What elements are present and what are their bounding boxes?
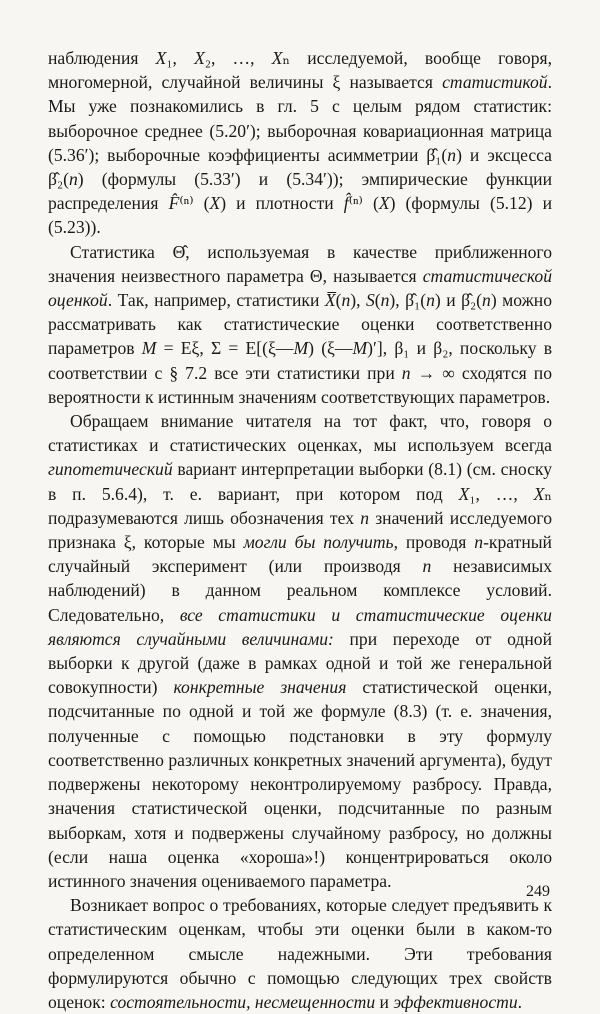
text-run: n <box>474 532 484 553</box>
text-run: = Eξ, Σ = E[(ξ— <box>156 338 294 359</box>
text-run: и <box>375 991 394 1012</box>
text-run: эффективности <box>393 991 518 1012</box>
text-run: F̂ <box>168 193 180 214</box>
text-run: гипотетический <box>48 459 173 480</box>
text-run: X <box>194 48 205 68</box>
text-run: X <box>533 483 545 504</box>
text-run: n <box>482 290 491 311</box>
text-run: X <box>271 48 283 68</box>
text-run: могли бы получить <box>243 532 394 553</box>
text-run: наблюдения <box>48 48 156 68</box>
text-run: ( <box>335 290 342 311</box>
text-run: . <box>517 991 523 1012</box>
text-run: ) (ξ— <box>308 338 353 359</box>
text-run: X̅ <box>324 290 336 311</box>
text-run: . Мы уже познакомились в гл. 5 с целым рядом статистик: выборочное среднее (5.20′); выборочная ковариационная матрица (5.36′); выборочные коэффициенты асимметрии β̂₁( <box>48 72 552 165</box>
text-run: f̂ <box>343 193 349 214</box>
text-run: )′], β₁ и β₂, поскольку в соответствии с § 7.2 все эти статистики при <box>48 338 553 383</box>
text-run: ), β̂₁( <box>389 290 427 311</box>
text-run: состоятельности, несмещенности <box>110 991 376 1012</box>
text-run: M <box>293 338 309 359</box>
text-run: n <box>426 290 435 311</box>
text-run: ) и плотности <box>220 193 344 214</box>
text-run: статистической оценки, подсчитанные по одной и той же формуле (8.3) (т. е. значения, полученные с помощью подстановки в эту формулу соответственно различных конкретных значений аргумента), будут подвержены некоторому неконтролируемому разбросу. Правда, значения статистической оценки, подсчитанные по разным выборкам, хотя и подвержены случайному разбросу, но должны (если наша оценка «хороша»!) концентрироваться около истинного значения оцениваемого параметра. <box>48 677 552 891</box>
text-run: n <box>380 290 390 311</box>
text-run: X <box>378 193 390 214</box>
text-run: ) можно рассматривать как статистические оценки соответственно параметров <box>48 290 553 359</box>
text-run: n <box>341 290 351 311</box>
text-run: статистикой <box>442 72 548 93</box>
text-run: Обращаем внимание читателя на тот факт, что, говоря о статистиках и статистических оценках, мы используем всегда <box>48 411 552 456</box>
text-run: . Так, например, статистики <box>107 290 325 311</box>
text-run: ⁽ⁿ⁾ ( <box>179 193 210 214</box>
text-run: S <box>365 290 375 311</box>
text-run: X <box>155 48 167 68</box>
text-run: ), <box>350 290 366 311</box>
text-run: ) (формулы (5.33′) и (5.34′)); эмпирические функции распределения <box>48 169 552 214</box>
text-run: X <box>458 483 470 504</box>
text-run: все статистики и статистические оценки являются случайными величинами: <box>48 604 552 649</box>
text-run: ₙ исследуемой, вообще говоря, многомерной, случайной величины ξ называется <box>48 48 552 93</box>
text-run: Статистика Θ̂, используемая в качестве приближенного значения неизвестного параметра Θ, называется <box>48 241 552 286</box>
text-run: Возникает вопрос о требованиях, которые следует предъявить к статистическим оценкам, чтобы эти оценки были в каком-то определенном смысле надежными. Эти требования формулируются обычно с помощью следующих трех свойств оценок: <box>48 895 552 1012</box>
text-run: → ∞ сходятся по вероятности к истинным значениям соответствующих параметров. <box>48 362 552 407</box>
text-run: n <box>447 144 457 165</box>
text-run: вариант интерпретации выборки (8.1) (см. сноску в п. 5.6.4), т. е. вариант, при котором под <box>48 459 552 504</box>
text-run: ₙ подразумеваются лишь обозначения тех <box>48 483 552 528</box>
body-text <box>48 46 552 1014</box>
text-run: n <box>360 507 369 528</box>
text-run: конкретные значения <box>173 677 347 698</box>
text-run: M <box>141 338 157 359</box>
paragraph-2 <box>48 240 552 409</box>
text-run: -кратный случайный эксперимент (или производя <box>48 532 552 577</box>
text-run: , проводя <box>393 532 475 553</box>
text-run: ₁, <box>166 48 195 68</box>
paragraph-1 <box>48 46 552 240</box>
text-run: ⁽ⁿ⁾ ( <box>348 193 379 214</box>
text-run: значений исследуемого признака ξ, которые мы <box>48 507 552 553</box>
text-run: ( <box>374 290 381 311</box>
text-run: ₁, …, <box>469 483 534 504</box>
text-run: X <box>209 193 221 214</box>
text-run: независимых наблюдений) в данном реальном комплексе условий. Следовательно, <box>48 556 552 625</box>
text-run: статистической оценкой <box>48 265 552 311</box>
text-run: ) (формулы (5.12) и (5.23)). <box>48 193 552 238</box>
paragraph-3 <box>48 409 552 893</box>
text-run: n <box>401 362 411 383</box>
text-run: M <box>352 338 368 359</box>
paragraph-4 <box>48 893 552 1014</box>
text-run: при переходе от одной выборки к другой (даже в рамках одной и той же генеральной совокупности) <box>48 628 552 698</box>
text-run: ) и эксцесса β̂₂( <box>48 144 552 190</box>
page-number: 249 <box>526 883 550 900</box>
text-run: n <box>422 556 432 577</box>
text-run: ) и β̂₂( <box>434 290 483 311</box>
text-run: ₂, …, <box>204 48 272 68</box>
text-run: n <box>68 169 78 190</box>
